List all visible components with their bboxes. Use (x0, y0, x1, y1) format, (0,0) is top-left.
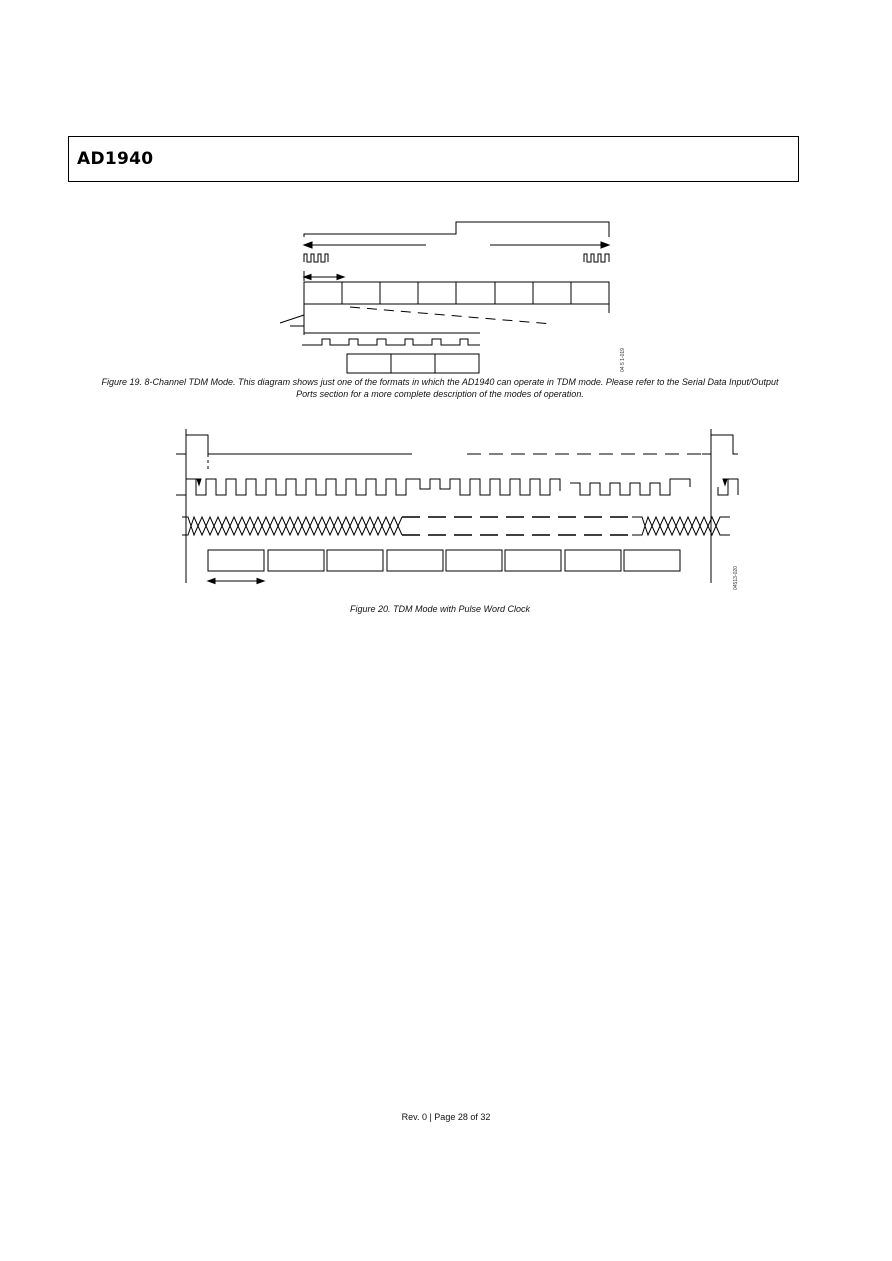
part-number: AD1940 (77, 149, 154, 169)
bclk-burst-left (304, 254, 328, 262)
figure-20-diagram (172, 425, 742, 595)
bclk-burst-right (584, 254, 609, 262)
slot-6 (505, 550, 561, 571)
page-footer: Rev. 0 | Page 28 of 32 (401, 1112, 491, 1122)
slot-7 (565, 550, 621, 571)
frame-clock-waveform (304, 222, 609, 237)
slot-1 (208, 550, 264, 571)
slot-4 (387, 550, 443, 571)
figure-19-caption: Figure 19. 8-Channel TDM Mode. This diagram shows just one of the formats in which the AD1940 can operate in TDM mode. Please refer to the Serial Data Input/Output Ports section for a more complete description of the modes of operation. (101, 377, 779, 399)
figure-19-diagram (270, 215, 640, 380)
header-box (68, 136, 799, 182)
slot-2 (268, 550, 324, 571)
word-clock-pulse-start (176, 435, 412, 454)
slot-8 (624, 550, 680, 571)
detail-slots (347, 354, 479, 373)
figure-19-id: 04 5 1-019 (620, 348, 626, 372)
slot-5 (446, 550, 502, 571)
figure-20-caption: Figure 20. TDM Mode with Pulse Word Clock (349, 604, 531, 614)
detail-bclk (302, 339, 480, 345)
figure-20-id: 04513-020 (733, 566, 739, 590)
slot-3 (327, 550, 383, 571)
word-clock-pulse-end (702, 435, 738, 454)
bit-clock-waveform (176, 479, 412, 495)
